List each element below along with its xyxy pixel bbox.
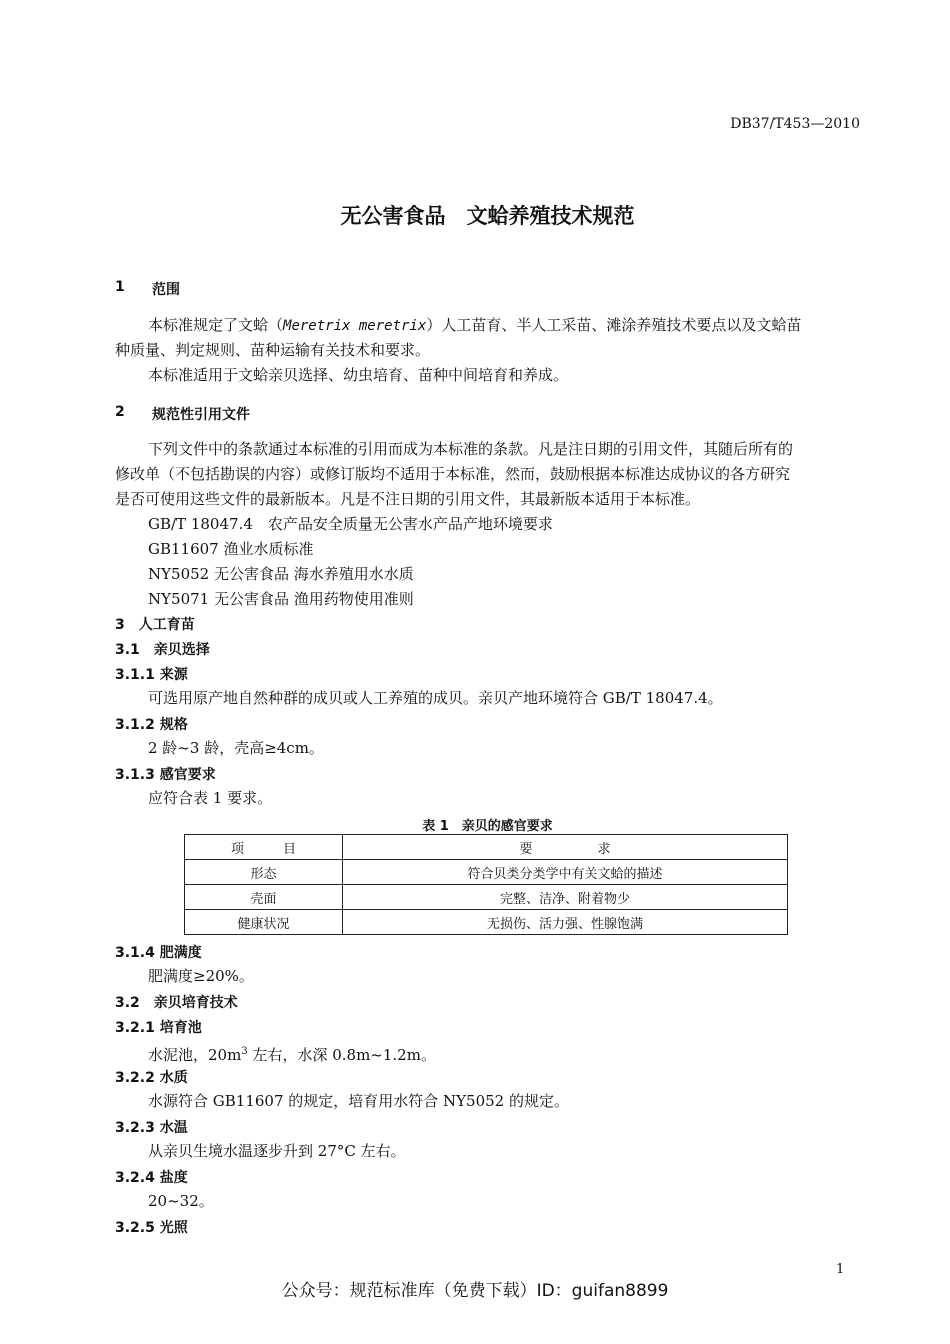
section-3-2-3-text: 从亲贝生境水温逐步升到 27°C 左右。 (148, 1142, 406, 1160)
page-number: 1 (836, 1262, 845, 1277)
text-run: 本标准规定了文蛤（ (148, 316, 284, 334)
section-2-paragraph-line-2: 修改单（不包括勘误的内容）或修订版均不适用于本标准，然而，鼓励根据本标准达成协议的各方研究 (115, 465, 791, 483)
text-run: ）人工苗育、半人工采苗、滩涂养殖技术要点以及文蛤苗 (426, 316, 802, 334)
section-3-2-4-title: 3.2.4 盐度 (115, 1170, 188, 1186)
sensory-requirements-table (184, 834, 788, 935)
section-2-paragraph-line-1: 下列文件中的条款通过本标准的引用而成为本标准的条款。凡是注日期的引用文件，其随后所有的 (148, 440, 794, 458)
reference-item: GB/T 18047.4 农产品安全质量无公害水产品产地环境要求 (148, 515, 553, 533)
table-row (185, 885, 788, 910)
section-3-2-2-text: 水源符合 GB11607 的规定，培育用水符合 NY5052 的规定。 (148, 1092, 569, 1110)
section-2-paragraph-line-3: 是否可使用这些文件的最新版本。凡是不注日期的引用文件，其最新版本适用于本标准。 (115, 490, 701, 508)
section-3-1-1-title: 3.1.1 来源 (115, 667, 188, 683)
table-cell: 无损伤、活力强、性腺饱满 (343, 910, 788, 935)
section-3-2-4-text: 20~32。 (148, 1192, 214, 1210)
table-header-cell: 要 求 (343, 835, 788, 860)
section-3-2-title: 3.2 亲贝培育技术 (115, 995, 238, 1011)
table-cell: 壳面 (185, 885, 343, 910)
section-3-2-2-title: 3.2.2 水质 (115, 1070, 188, 1086)
footer-watermark: 公众号：规范标准库（免费下载）ID：guifan8899 (281, 1281, 669, 1301)
superscript: 3 (241, 1046, 248, 1057)
table-header-row (185, 835, 788, 860)
section-3-1-4-title: 3.1.4 肥满度 (115, 945, 202, 961)
section-1-paragraph-2: 本标准适用于文蛤亲贝选择、幼虫培育、苗种中间培育和养成。 (148, 366, 569, 384)
section-1-paragraph-1-line-1 (148, 313, 801, 339)
section-1-title: 范围 (152, 282, 180, 298)
document-code: DB37/T453—2010 (730, 116, 860, 132)
document-title: 无公害食品 文蛤养殖技术规范 (340, 204, 635, 228)
table-row (185, 910, 788, 935)
reference-item: NY5071 无公害食品 渔用药物使用准则 (148, 590, 414, 608)
table-caption: 表 1 亲贝的感官要求 (422, 819, 553, 834)
text-run: 水泥池，20m (148, 1046, 242, 1064)
reference-item: NY5052 无公害食品 海水养殖用水水质 (148, 565, 414, 583)
table-cell: 完整、洁净、附着物少 (343, 885, 788, 910)
section-1-paragraph-1-line-2: 种质量、判定规则、苗种运输有关技术和要求。 (115, 341, 431, 359)
section-3-1-2-text: 2 龄~3 龄，壳高≥4cm。 (148, 739, 324, 757)
section-3-2-3-title: 3.2.3 水温 (115, 1120, 188, 1136)
table-cell: 形态 (185, 860, 343, 885)
table-cell: 符合贝类分类学中有关文蛤的描述 (343, 860, 788, 885)
section-1-number: 1 (115, 279, 125, 295)
section-3-1-title: 3.1 亲贝选择 (115, 642, 210, 658)
section-3-1-1-text: 可选用原产地自然种群的成贝或人工养殖的成贝。亲贝产地环境符合 GB/T 18047.4。 (148, 689, 723, 707)
table-row (185, 860, 788, 885)
latin-species-name: Meretrix meretrix (283, 318, 427, 334)
section-3-2-1-title: 3.2.1 培育池 (115, 1020, 202, 1036)
table-cell: 健康状况 (185, 910, 343, 935)
text-run: 左右，水深 0.8m~1.2m。 (247, 1046, 436, 1064)
table-header-cell: 项 目 (185, 835, 343, 860)
section-2-title: 规范性引用文件 (152, 407, 250, 423)
section-3-1-3-text: 应符合表 1 要求。 (148, 789, 273, 807)
section-3-1-2-title: 3.1.2 规格 (115, 717, 188, 733)
section-3-title: 3 人工育苗 (115, 617, 195, 633)
section-3-1-3-title: 3.1.3 感官要求 (115, 767, 216, 783)
reference-item: GB11607 渔业水质标准 (148, 540, 314, 558)
section-3-2-5-title: 3.2.5 光照 (115, 1220, 188, 1236)
section-3-2-1-text (148, 1039, 436, 1068)
section-2-number: 2 (115, 404, 125, 420)
section-3-1-4-text: 肥满度≥20%。 (148, 967, 254, 985)
